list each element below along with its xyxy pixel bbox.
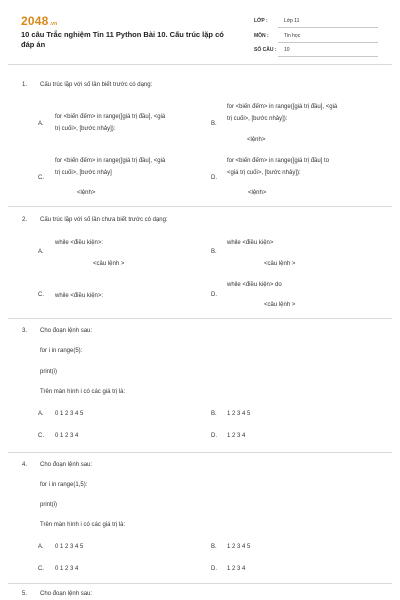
question-text: Cho đoạn lệnh sau: (40, 591, 93, 597)
question-text: Cấu trúc lặp với số lần chưa biết trước có dạng: (40, 217, 168, 223)
code-line-1: for i in range(1,5): (40, 482, 88, 488)
option-d-line2: <giá trị cuối>, [bước nhảy]): (227, 170, 301, 176)
divider (278, 42, 378, 43)
option-d-text: 1 2 3 4 (227, 566, 246, 572)
question-number: 4. (22, 462, 28, 468)
question-text: Cấu trúc lặp với số lần biết trước có dạng: (40, 82, 153, 88)
option-b-label[interactable]: B. (211, 411, 217, 417)
option-d-label[interactable]: D. (211, 566, 217, 572)
code-line-2: print(i) (40, 369, 58, 375)
code-line-2: print(i) (40, 502, 58, 508)
question-text: Cho đoạn lệnh sau: (40, 328, 93, 334)
option-d-line1: while <điều kiện> do (227, 282, 282, 288)
option-d-label[interactable]: D. (211, 175, 217, 181)
option-c-label[interactable]: C. (38, 433, 44, 439)
option-d-label[interactable]: D. (211, 433, 217, 439)
header-divider (8, 64, 392, 65)
option-b-line2: <câu lệnh > (264, 261, 296, 267)
divider (278, 56, 378, 57)
option-b-text: 1 2 3 4 5 (227, 411, 251, 417)
meta-label-count: SỐ CÂU : (254, 47, 277, 53)
option-c-line1: while <điều kiện>: (55, 293, 104, 299)
question-number: 2. (22, 217, 28, 223)
option-d-text: 1 2 3 4 (227, 433, 246, 439)
option-a-label[interactable]: A. (38, 544, 44, 550)
site-logo[interactable]: 2048.vn (21, 14, 58, 28)
option-a-line2: trị cuối>, [bước nhảy]): (55, 126, 116, 132)
question-number: 1. (22, 82, 28, 88)
meta-label-subject: MÔN : (254, 33, 269, 39)
question-text: Cho đoạn lệnh sau: (40, 462, 93, 468)
option-b-label[interactable]: B. (211, 544, 217, 550)
page-title: 10 câu Trắc nghiệm Tin 11 Python Bài 10. Cấu trúc lặp có đáp án (21, 30, 224, 49)
option-a-label[interactable]: A. (38, 121, 44, 127)
option-a-label[interactable]: A. (38, 411, 44, 417)
option-b-label[interactable]: B. (211, 121, 217, 127)
question-divider (8, 318, 392, 319)
option-c-text: 0 1 2 3 4 (55, 566, 79, 572)
option-b-line1: while <điều kiện> (227, 240, 274, 246)
option-d-line3: <lệnh> (248, 190, 267, 196)
option-a-line1: for <biến đếm> in range([giá trị đầu], <giá (55, 114, 166, 120)
option-c-label[interactable]: C. (38, 292, 44, 298)
meta-value-subject: Tin học (284, 33, 301, 39)
divider (278, 27, 378, 28)
page-header (0, 0, 400, 62)
option-c-text: 0 1 2 3 4 (55, 433, 79, 439)
option-c-label[interactable]: C. (38, 566, 44, 572)
option-b-line3: <lệnh> (247, 137, 266, 143)
option-a-text: 0 1 2 3 4 5 (55, 544, 84, 550)
option-c-line3: <lệnh> (77, 190, 96, 196)
question-number: 3. (22, 328, 28, 334)
option-c-line2: trị cuối>, [bước nhảy] (55, 170, 112, 176)
question-number: 5. (22, 591, 28, 597)
option-d-line2: <câu lệnh > (264, 302, 296, 308)
question-prompt: Trên màn hình i có các giá trị là: (40, 522, 126, 528)
option-a-text: 0 1 2 3 4 5 (55, 411, 84, 417)
option-d-label[interactable]: D. (211, 292, 217, 298)
meta-value-count: 10 (284, 47, 290, 53)
option-c-label[interactable]: C. (38, 175, 44, 181)
meta-value-class: Lớp 11 (284, 18, 300, 24)
meta-label-class: LỚP : (254, 18, 268, 24)
question-divider (8, 206, 392, 207)
option-b-label[interactable]: B. (211, 249, 217, 255)
question-divider (8, 583, 392, 584)
option-a-line1: while <điều kiện>: (55, 240, 104, 246)
option-b-text: 1 2 3 4 5 (227, 544, 251, 550)
question-divider (8, 452, 392, 453)
option-a-line2: <câu lệnh > (93, 261, 125, 267)
option-b-line1: for <biến đếm> in range([giá trị đầu], <giá (227, 104, 338, 110)
code-line-1: for i in range(5): (40, 348, 83, 354)
question-prompt: Trên màn hình i có các giá trị là: (40, 389, 126, 395)
option-c-line1: for <biến đếm> in range([giá trị đầu], <giá (55, 158, 166, 164)
option-b-line2: trị cuối>, [bước nhảy]): (227, 116, 288, 122)
option-a-label[interactable]: A. (38, 249, 44, 255)
option-d-line1: for <biến đếm> in range([giá trị đầu] to (227, 158, 330, 164)
